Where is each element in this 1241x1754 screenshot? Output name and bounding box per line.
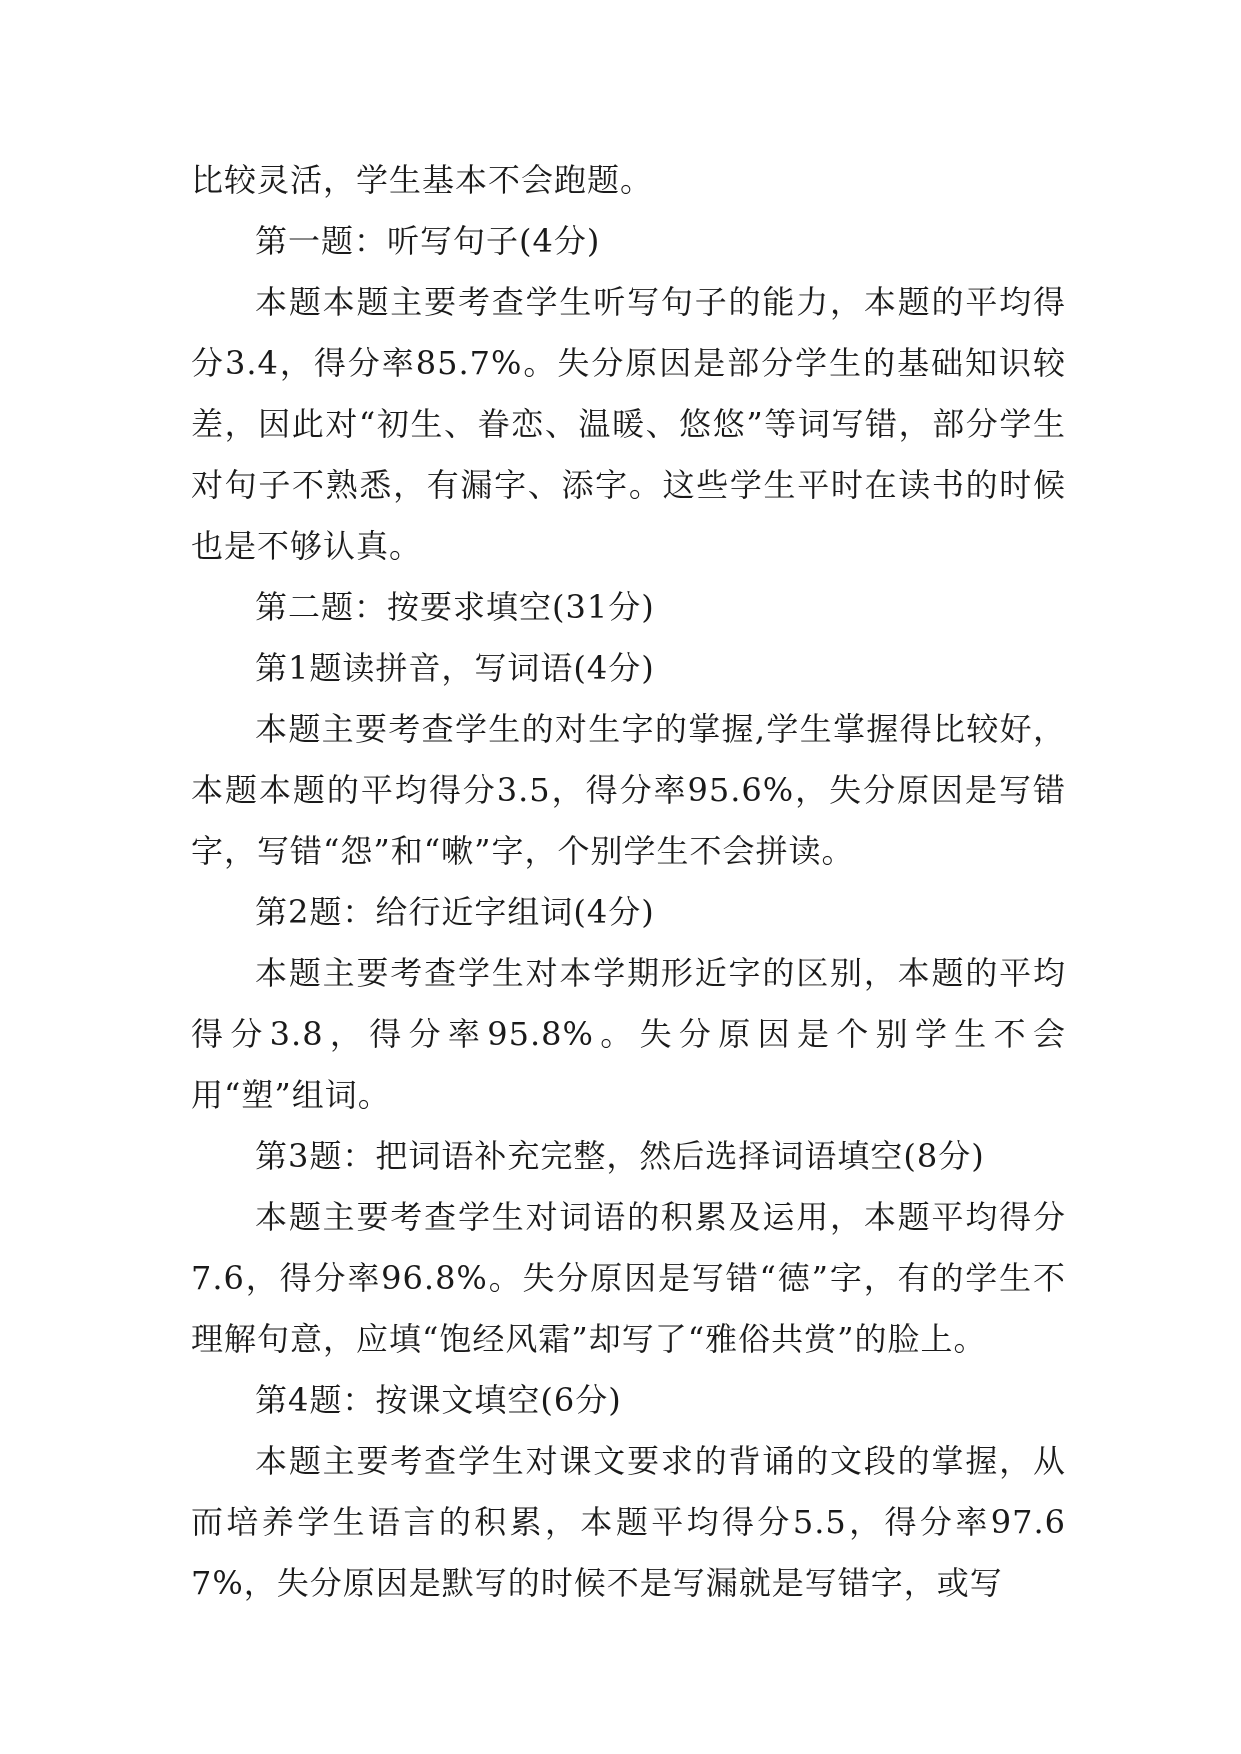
section-heading: 第一题：听写句子(4分) bbox=[255, 222, 601, 260]
subsection-heading: 第3题：把词语补充完整，然后选择词语填空(8分) bbox=[255, 1137, 985, 1175]
document-body bbox=[191, 150, 1066, 1614]
paragraph: 本题主要考查学生的对生字的掌握,学生掌握得比较好，本题本题的平均得分3.5，得分率95.6%，失分原因是写错字，写错“怨”和“嗽”字，个别学生不会拼读。 bbox=[191, 710, 1066, 870]
paragraph: 本题主要考查学生对词语的积累及运用，本题平均得分7.6，得分率96.8%。失分原因是写错“德”字，有的学生不理解句意，应填“饱经风霜”却写了“雅俗共赏”的脸上。 bbox=[191, 1198, 1066, 1358]
subsection-heading: 第2题：给行近字组词(4分) bbox=[255, 893, 655, 931]
paragraph: 比较灵活，学生基本不会跑题。 bbox=[191, 161, 654, 199]
section-heading: 第二题：按要求填空(31分) bbox=[255, 588, 655, 626]
paragraph: 本题主要考查学生对课文要求的背诵的文段的掌握，从而培养学生语言的积累，本题平均得分5.5，得分率97.67%，失分原因是默写的时候不是写漏就是写错字，或写 bbox=[191, 1442, 1066, 1602]
paragraph: 本题主要考查学生对本学期形近字的区别，本题的平均得分3.8，得分率95.8%。失分原因是个别学生不会用“塑”组词。 bbox=[191, 954, 1066, 1114]
subsection-heading: 第4题：按课文填空(6分) bbox=[255, 1381, 622, 1419]
paragraph: 本题本题主要考查学生听写句子的能力，本题的平均得分3.4，得分率85.7%。失分原因是部分学生的基础知识较差，因此对“初生、眷恋、温暖、悠悠”等词写错，部分学生对句子不熟悉，有漏字、添字。这些学生平时在读书的时候也是不够认真。 bbox=[191, 283, 1066, 565]
subsection-heading: 第1题读拼音，写词语(4分) bbox=[255, 649, 655, 687]
